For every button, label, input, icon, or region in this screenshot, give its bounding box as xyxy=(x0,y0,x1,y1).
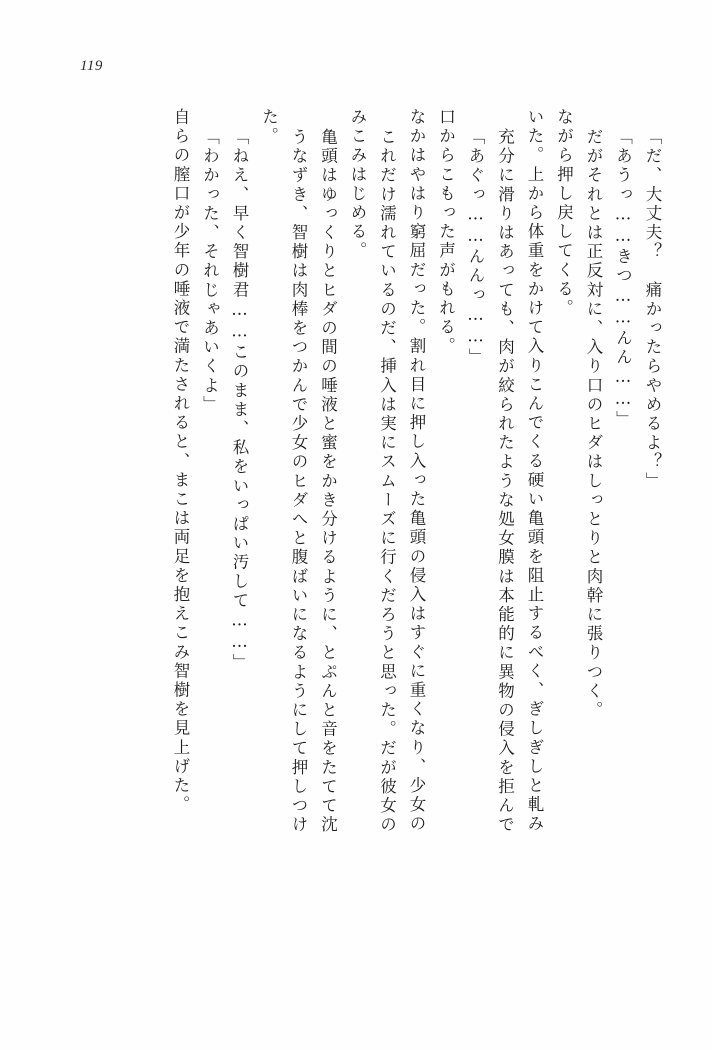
text-column: 「あぐっ……んんっ……」 xyxy=(466,128,485,368)
text-column: いた。上から体重をかけて入りこんでくる硬い亀頭を阻止するべく、ぎしぎしと軋み xyxy=(525,108,544,834)
text-column: これだけ濡れているのだ、挿入は実にスムーズに行くだろうと思った。だが彼女の xyxy=(377,128,397,835)
text-column: 口からこもった声がもれる。 xyxy=(436,108,456,357)
text-column: た。 xyxy=(259,108,279,147)
text-column: だがそれとは正反対に、入り口のヒダはしっとりと肉幹に張りつく。 xyxy=(584,128,603,721)
text-column: 亀頭はゆっくりとヒダの間の唾液と蜜をかき分けるように、とぷんと音をたてて沈 xyxy=(318,128,338,835)
text-column: 「わかった、それじゃあいくよ」 xyxy=(200,128,220,415)
text-column: 「だ、大丈夫？ 痛かったらやめるよ？」 xyxy=(643,128,662,491)
text-column: なかはやはり窮屈だった。割れ目に押し入った亀頭の侵入はすぐに重くなり、少女の xyxy=(407,108,426,834)
text-column: みこみはじめる。 xyxy=(348,108,367,261)
text-column: 「ねえ、早く智樹君……このまま、私をいっぱい汚して……」 xyxy=(230,128,249,673)
text-column: ながら押し戻してくる。 xyxy=(554,108,574,319)
text-column: 「あうっ……きつ……んん……」 xyxy=(613,128,633,430)
body-text-block xyxy=(159,108,661,968)
text-column: 充分に滑りはあっても、肉が絞られたような処女膜は本能的に異物の侵入を拒んで xyxy=(495,128,515,835)
text-column: うなずき、智樹は肉棒をつかんで少女のヒダへと腹ばいになるようにして押しつけ xyxy=(289,128,308,835)
page-number: 119 xyxy=(80,58,103,74)
text-column: 自らの膣口が少年の唾液で満たされると、まこは両足を抱えこみ智樹を見上げた。 xyxy=(171,108,190,815)
